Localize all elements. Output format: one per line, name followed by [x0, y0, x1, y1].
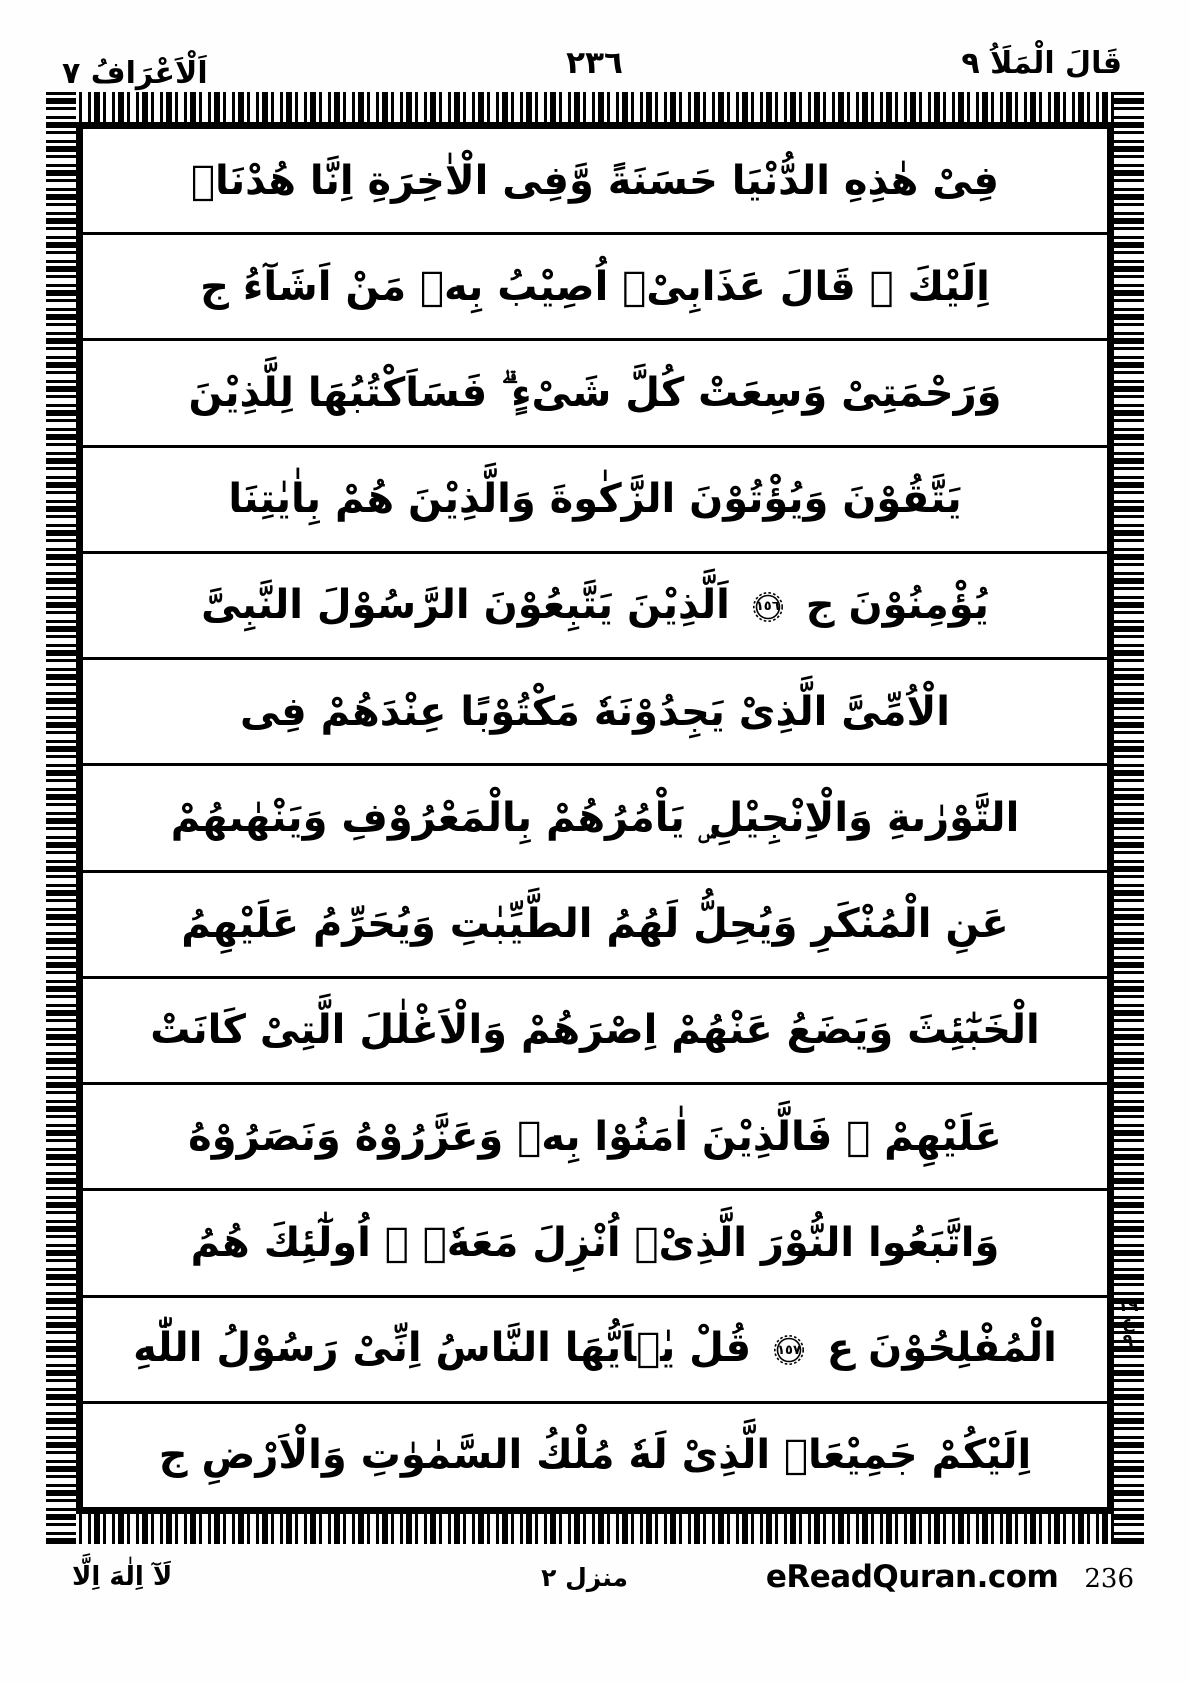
shahada-text: لَآ اِلٰهَ اِلَّا [72, 1562, 173, 1592]
ayah-line-text: التَّوْرٰىةِ وَالْاِنْجِيْلِ ۣ يَاْمُرُهُمْ بِالْمَعْرُوْفِ وَيَنْهٰىهُمْ [170, 795, 1020, 842]
ayah-line [83, 235, 1107, 341]
ayah-line [83, 1191, 1107, 1297]
border-band-top-icon [46, 92, 1144, 122]
ayah-line [83, 448, 1107, 554]
manzil-label: منزل ٢ [541, 1562, 629, 1592]
ornamental-border-frame [46, 92, 1144, 1544]
ayah-end-marker [769, 1330, 809, 1370]
page-header [50, 28, 1140, 91]
ayah-line [83, 979, 1107, 1085]
site-watermark: eReadQuran.com [765, 1559, 1059, 1595]
ayah-line-text: الْخَبٰٓئِثَ وَيَضَعُ عَنْهُمْ اِصْرَهُمْ وَالْاَغْلٰلَ الَّتِىْ كَانَتْ [150, 1007, 1040, 1054]
page-number-arabic: ٢٣٦ [566, 44, 623, 81]
ayah-line-text: وَرَحْمَتِىْ وَسِعَتْ كُلَّ شَىْءٍ ۗ فَسَاَكْتُبُهَا لِلَّذِيْنَ [188, 370, 1002, 417]
page-number-latin: 236 [1084, 1564, 1134, 1594]
ayah-line-text-tail: الْمُفْلِحُوْنَ ع [826, 1325, 1057, 1372]
ayah-line-text [83, 581, 1107, 628]
ayah-line-text: عَنِ الْمُنْكَرِ وَيُحِلُّ لَهُمُ الطَّيِّبٰتِ وَيُحَرِّمُ عَلَيْهِمُ [181, 901, 1009, 948]
ayah-line [83, 873, 1107, 979]
footer-right-group [766, 1559, 1140, 1595]
ayah-line-text: اِلَيْكُمْ جَمِيْعَاۨ الَّذِىْ لَهٗ مُلْكُ السَّمٰوٰتِ وَالْاَرْضِ ج [158, 1432, 1032, 1479]
ayah-number: ١٥٦ [755, 599, 780, 615]
ayah-line [83, 1404, 1107, 1507]
ruku-count-top: ١٩ [1117, 1295, 1139, 1316]
ruku-letter-icon: ع [1122, 1313, 1134, 1334]
ayah-line [83, 660, 1107, 766]
ayah-line-text-tail: يُؤْمِنُوْنَ ج [805, 581, 989, 628]
ayah-line-text: الْاُمِّىَّ الَّذِىْ يَجِدُوْنَهٗ مَكْتُوْبًا عِنْدَهُمْ فِى [240, 688, 950, 735]
ruku-count-bottom: ٩ [1122, 1331, 1134, 1352]
page-footer [50, 1548, 1140, 1606]
ayah-line-text: فِىْ هٰذِهِ الدُّنْيَا حَسَنَةً وَّفِى الْاٰخِرَةِ اِنَّا هُدْنَاۤ [191, 157, 999, 204]
ayah-line [83, 1295, 1139, 1404]
ayah-number: ١٥٧ [777, 1342, 801, 1358]
ayah-lines-container [83, 129, 1139, 1507]
ayah-end-marker [748, 587, 788, 627]
ayah-line [83, 766, 1107, 872]
ayah-line [83, 129, 1107, 235]
ayah-line [83, 341, 1107, 447]
border-band-left-icon [46, 92, 76, 1544]
ayah-line-text: وَاتَّبَعُوا النُّوْرَ الَّذِىْۤ اُنْزِلَ مَعَهٗۤ ۙ اُولٰٓئِكَ هُمُ [190, 1219, 1000, 1266]
juz-name-header: قَالَ الْمَلَاُ ٩ [961, 46, 1122, 81]
ayah-line-text: اِلَيْكَ ۗ قَالَ عَذَابِىْۤ اُصِيْبُ بِهٖ مَنْ اَشَآءُ ج [200, 263, 990, 310]
ayah-line-text-head: اَلَّذِيْنَ يَتَّبِعُوْنَ الرَّسُوْلَ النَّبِىَّ [201, 581, 730, 628]
ayah-line-text: يَتَّقُوْنَ وَيُؤْتُوْنَ الزَّكٰوةَ وَالَّذِيْنَ هُمْ بِاٰيٰتِنَا [228, 476, 962, 523]
border-band-bottom-icon [46, 1514, 1144, 1544]
ayah-line [83, 554, 1107, 660]
ayah-line-text-head: قُلْ يٰۤاَيُّهَا النَّاسُ اِنِّىْ رَسُوْلُ اللّٰهِ [133, 1325, 752, 1372]
text-block-inner-rule [81, 127, 1139, 1509]
surah-name-header: اَلْاَعْرَافُ ٧ [62, 56, 208, 91]
text-block-outer-rule [76, 122, 1139, 1514]
ayah-line-text [83, 1325, 1107, 1372]
ayah-line [83, 1085, 1107, 1191]
ayah-line-text: عَلَيْهِمْ ۗ فَالَّذِيْنَ اٰمَنُوْا بِهٖ وَعَزَّرُوْهُ وَنَصَرُوْهُ [188, 1113, 1002, 1160]
ruku-side-mark [1111, 1295, 1145, 1352]
